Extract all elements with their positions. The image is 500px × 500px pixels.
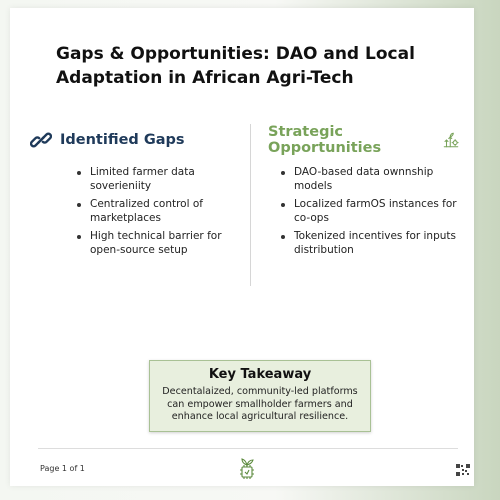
list-item: Tokenized incentives for inputs distribution	[290, 230, 470, 257]
key-takeaway-body: Decentalaized, community-led platforms can empower smallholder farmers and enhance local agricultural resilience.	[162, 386, 358, 422]
page-title: Gaps & Opportunities: DAO and Local Adaptation in African Agri-Tech	[56, 44, 415, 88]
list-item: Limited farmer data soverieniity	[86, 166, 246, 193]
footer-divider	[38, 448, 458, 449]
plant-gear-icon	[442, 130, 460, 150]
list-item: High technical barrier for open-source setup	[86, 230, 246, 257]
opportunities-header	[268, 126, 460, 154]
document-page	[10, 8, 474, 486]
gaps-header	[30, 126, 185, 154]
qr-code-icon	[456, 464, 470, 476]
gaps-list	[72, 166, 246, 262]
list-item: DAO-based data ownnship models	[290, 166, 470, 193]
opportunities-list	[276, 166, 470, 262]
gaps-heading: Identified Gaps	[60, 132, 185, 148]
page-number: Page 1 of 1	[40, 464, 85, 473]
list-item: Centralized control of marketplaces	[86, 198, 246, 225]
link-icon	[30, 129, 52, 151]
circuit-leaf-icon	[234, 456, 260, 482]
key-takeaway-title: Key Takeaway	[208, 367, 312, 382]
column-divider	[250, 124, 251, 286]
opportunities-heading: Strategic Opportunities	[268, 124, 382, 156]
list-item: Localized farmOS instances for co-ops	[290, 198, 470, 225]
key-takeaway-box	[149, 360, 371, 432]
